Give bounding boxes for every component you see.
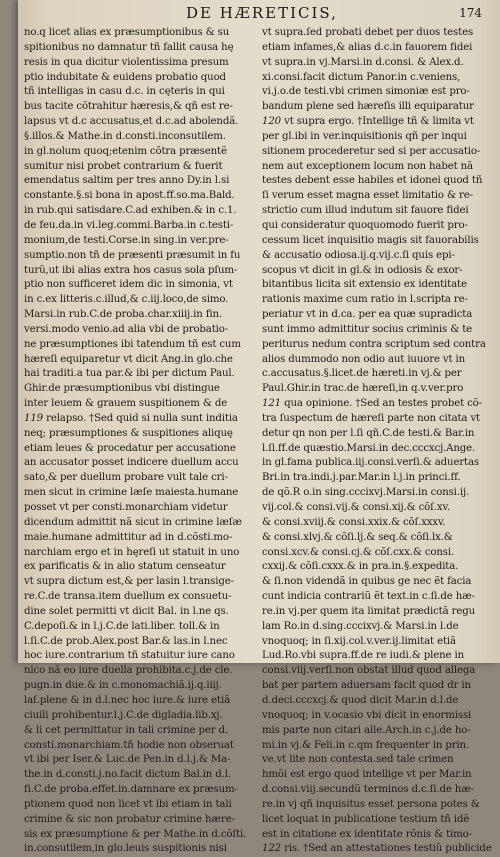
line-text: sumptio.non tñ de præsenti præsumit in fu xyxy=(24,249,241,261)
text-line xyxy=(262,501,490,516)
text-line xyxy=(24,471,260,486)
text-line xyxy=(262,204,490,219)
text-line xyxy=(24,130,260,145)
text-line xyxy=(24,85,260,100)
line-text: constante.§.si bona in apost.ff.so.ma.Bald. xyxy=(24,190,235,202)
text-line xyxy=(262,278,490,293)
line-text: testes debent esse habiles et idonei quod tñ xyxy=(262,175,483,187)
text-line xyxy=(262,546,490,561)
line-text: bitantibus licita sit extensio ex identitate xyxy=(262,279,467,291)
text-line xyxy=(24,174,260,189)
line-text: posset vt per consti.monarchiam videtur xyxy=(24,502,228,513)
text-line xyxy=(24,783,260,798)
text-line xyxy=(24,427,260,442)
text-line xyxy=(262,160,490,175)
line-text: Lud.Ro.vbi supra.ff.de re iudi.& plene in xyxy=(262,650,465,662)
line-text: spitionibus no damnatur tñ fallit causa hę xyxy=(24,41,234,53)
line-text: sunt immo admittitur socius criminis & te xyxy=(262,323,473,335)
text-line xyxy=(24,664,260,679)
line-text: vnoquoq; in ſi.xij.col.v.ver.ij.limitat etiã xyxy=(262,635,456,647)
text-line xyxy=(24,204,260,219)
text-line xyxy=(24,590,260,605)
text-line xyxy=(24,293,260,308)
text-line xyxy=(262,26,490,41)
line-text: detur qn non per l.ſi qñ.C.de testi.& Bar.in xyxy=(262,427,475,439)
line-text: de qõ.R o.in sing.cccixvj.Marsi.in consi.ij. xyxy=(262,487,470,499)
line-text: d.deci.cccxcj.& quod dicit Mar.in d.l.de xyxy=(262,694,459,706)
text-line xyxy=(24,71,260,86)
line-text: l.ſi.C.de prob.Alex.post Bar.& las.in l.nec xyxy=(24,635,228,647)
line-text: nico nã eo iure duella prohibita.c.j.de cle. xyxy=(24,665,233,677)
text-line xyxy=(262,560,490,575)
text-line xyxy=(24,26,260,41)
text-line xyxy=(24,189,260,204)
line-text: ris. †Sed an attestationes testiũ publicide xyxy=(284,843,492,855)
line-text: licet loquat in publicatione testium tñ idẽ xyxy=(262,813,470,825)
text-line xyxy=(262,130,490,145)
text-line xyxy=(262,71,490,86)
line-text: pugn.in due.& in c.monomachiã.ij.q.iiij. xyxy=(24,680,222,692)
line-text: vij.col.& consi.vij.& consi.xij.& cõſ.xv. xyxy=(262,502,450,513)
line-text: etiam leues & procedatur per accusatione xyxy=(24,442,236,454)
line-text: men sicut in crimine læſe maiesta.humane xyxy=(24,487,239,499)
line-text: sumitur nisi probet contrarium & fuerit xyxy=(24,160,223,172)
line-text: ptio indubitate & euidens probatio quod xyxy=(24,71,226,83)
text-line xyxy=(262,353,490,368)
line-text: vnoquoq; in v.ocasio vbi dicit in enormissi xyxy=(262,709,472,721)
line-text: vi.j.o.de testi.vbi crimen simoniæ est pro- xyxy=(262,86,470,98)
text-line xyxy=(24,278,260,293)
text-line xyxy=(24,442,260,457)
line-text: laſ.plene & in d.l.nec hoc iure.& iure etiã xyxy=(24,694,230,706)
line-text: alios dummodo non odio aut iuuore vt in xyxy=(262,353,466,365)
text-line xyxy=(24,516,260,531)
text-line xyxy=(262,145,490,160)
text-line xyxy=(262,694,490,709)
book-page xyxy=(18,0,500,855)
text-line xyxy=(24,768,260,783)
line-text: fi.C.de proba.effet.in.damnare ex præsum- xyxy=(24,784,238,796)
text-line xyxy=(24,635,260,650)
line-text: §.illos.& Mathe.in d.consti.inconsutilem. xyxy=(24,130,226,142)
text-line xyxy=(262,412,490,427)
text-line xyxy=(262,709,490,724)
text-line xyxy=(262,338,490,353)
text-line xyxy=(262,739,490,754)
line-text: per gl.ibi in ver.inquisitionis qñ per inqui xyxy=(262,130,467,142)
text-line xyxy=(24,56,260,71)
text-line xyxy=(24,649,260,664)
line-text: in gl.fama publica.iij.consi.verſi.& aduertas xyxy=(262,457,479,469)
line-text: periturus nedum contra scriptum sed contra xyxy=(262,338,486,350)
line-text: emendatus saltim per tres anno Dy.in l.si xyxy=(24,175,230,187)
text-line xyxy=(24,456,260,471)
line-text: hæreſi equiparetur vt dicit Ang.in glo.che xyxy=(24,353,233,365)
line-text: etiam infames,& alias d.c.in fauorem fidei xyxy=(262,41,473,53)
line-text: crimine & sic non probatur crimine hære- xyxy=(24,813,235,825)
line-text: d.consi.viij.secundũ terminos d.c.ſi.de hæ- xyxy=(262,784,474,796)
text-line xyxy=(262,382,490,397)
text-line xyxy=(24,338,260,353)
text-line xyxy=(262,783,490,798)
line-text: re.C.de transa.item duellum ex consuetu- xyxy=(24,591,232,603)
text-line xyxy=(24,560,260,575)
text-line xyxy=(262,293,490,308)
line-text: l.ſi.ff.de quæstio.Marsi.in dec.cccxcj.Ange. xyxy=(262,442,476,454)
text-line xyxy=(262,813,490,828)
line-text: vt supra.ſed probati debet per duos testes xyxy=(262,27,474,38)
line-text: ptionem quod non licet vt ibi etiam in tali xyxy=(24,798,232,810)
text-line xyxy=(262,323,490,338)
text-line xyxy=(24,219,260,234)
line-text: C.depoſi.& in l.j.C.de lati.liber. toll.& in xyxy=(24,620,220,632)
line-text: Marsi.in rub.C.de proba.char.xiiij.in fin. xyxy=(24,309,222,321)
text-line xyxy=(24,620,260,635)
text-line xyxy=(262,56,490,71)
text-line xyxy=(24,694,260,709)
page-header xyxy=(18,4,500,24)
marginal-number: 121 xyxy=(262,398,281,410)
line-text: nem aut exceptionem locum non habet nã xyxy=(262,160,473,172)
text-line xyxy=(262,768,490,783)
text-line xyxy=(262,367,490,382)
text-line xyxy=(262,590,490,605)
text-line xyxy=(24,813,260,828)
text-line xyxy=(262,249,490,264)
line-text: c.accusatus.§.licet.de hæreti.in vj.& per xyxy=(262,368,462,380)
line-text: vt supra.in vj.Marsi.in d.consi. & Alex.d. xyxy=(262,56,464,68)
line-text: re.in vj qñ inquisitus esset persona potes & xyxy=(262,798,480,810)
line-text: ve.vt lite non contesta.sed tale crimen xyxy=(262,754,454,766)
line-text: resis in qua dicitur violentissima presum xyxy=(24,56,229,68)
line-text: ciuili prohibentur.l.j.C.de digladia.lib.xj. xyxy=(24,709,223,721)
left-text-column xyxy=(24,26,260,857)
text-line xyxy=(262,724,490,739)
text-line xyxy=(24,264,260,279)
line-text: mi.in vj.& Feli.in c.qm frequenter in prin. xyxy=(262,739,470,751)
line-text: consi.viij.verſi.non obstat illud quod allega xyxy=(262,665,476,677)
line-text: in c.ex litteris.c.illud,& c.iij.loco,de simo. xyxy=(24,294,229,306)
line-text: hmõi est ergo quod intellige vt per Mar.in xyxy=(262,769,472,781)
line-text: bus tacite cõtrahitur hæresis,& qñ est re- xyxy=(24,101,233,113)
text-line xyxy=(262,100,490,115)
text-line xyxy=(262,471,490,486)
line-text: & consi.xviij.& consi.xxix.& cõſ.xxxv. xyxy=(262,516,446,528)
line-text: & li cet permittatur in tali crimine per d. xyxy=(24,724,229,736)
line-text: neq; præsumptiones & suspitiones aliquę xyxy=(24,427,233,439)
text-line xyxy=(262,605,490,620)
line-text: lapsus vt d.c accusatus,et d.c.ad abolendã. xyxy=(24,116,239,128)
text-line xyxy=(24,323,260,338)
text-line xyxy=(262,456,490,471)
line-text: tñ intelligas in casu d.c. in cęteris in qui xyxy=(24,86,225,98)
line-text: dine solet permitti vt dicit Bal. in l.ne qs. xyxy=(24,605,229,617)
text-line xyxy=(262,427,490,442)
text-line xyxy=(24,501,260,516)
line-text: an accusator posset indicere duellum accu xyxy=(24,457,239,469)
text-line xyxy=(262,219,490,234)
text-line xyxy=(24,605,260,620)
text-line xyxy=(262,486,490,501)
text-line xyxy=(262,442,490,457)
text-line xyxy=(24,828,260,843)
line-text: re.in vj.per quem ita limitat prædictã regu xyxy=(262,605,476,617)
line-text: strictio cum illud indutum sit fauore fidei xyxy=(262,205,469,217)
text-line xyxy=(24,546,260,561)
text-line xyxy=(24,679,260,694)
text-line xyxy=(262,620,490,635)
line-text: hai traditi.a tua par.& ibi per dictum Paul. xyxy=(24,368,235,380)
line-text: ne præsumptiones ibi tatendum tñ est cum xyxy=(24,338,241,350)
line-text: Paul.Ghir.in trac.de hæreſi,in q.v.ver.pro xyxy=(262,383,464,395)
line-text: sis ex præsumptione & per Mathe.in d.cõſti. xyxy=(24,828,247,840)
text-line xyxy=(24,308,260,323)
line-text: consti.monarchiam.tñ hodie non obseruat xyxy=(24,739,234,751)
line-text: lam Ro.in d.sing.cccixvj.& Marsi.in l.de xyxy=(262,620,459,632)
line-text: & accusatio odiosa.ij.q.vij.c.ſi quis epi- xyxy=(262,249,455,261)
text-line xyxy=(262,664,490,679)
text-line xyxy=(262,397,490,412)
marginal-number: 120 xyxy=(262,116,281,128)
line-text: bandum plene sed hæreſis illi equiparatur xyxy=(262,101,474,113)
marginal-number: 122 xyxy=(262,843,281,855)
text-line xyxy=(24,249,260,264)
text-line xyxy=(24,739,260,754)
text-line xyxy=(262,174,490,189)
line-text: cunt indicia contrariũ ẽt text.in c.ſi.de hæ- xyxy=(262,591,475,603)
line-text: scopus vt dicit in gl.& in odiosis & exor- xyxy=(262,264,463,276)
text-line xyxy=(24,367,260,382)
line-text: tra ſuspectum de hæreſi parte non citata vt xyxy=(262,412,480,424)
text-line xyxy=(24,382,260,397)
line-text: the.in d.consti.j.no.facit dictum Bal.in d.l. xyxy=(24,769,231,781)
text-line xyxy=(262,516,490,531)
text-line xyxy=(262,649,490,664)
line-text: cxxij.& cõſi.cxxx.& in pra.in.§.expedita. xyxy=(262,561,459,573)
text-line xyxy=(24,575,260,590)
line-text: Ghir.de præsumptionibus vbi distingue xyxy=(24,383,220,395)
line-text: in rub.qui satisdare.C.ad exhiben.& in c.1. xyxy=(24,205,237,217)
line-text: vt supra ergo. †Intellige tñ & limita vt xyxy=(284,116,474,128)
text-line xyxy=(262,41,490,56)
line-text: bat per partem aduersam facit quod dr in xyxy=(262,680,471,692)
line-text: in.consutilem,in glo.leuis suspitionis nisi xyxy=(24,843,227,855)
text-line xyxy=(262,798,490,813)
text-line xyxy=(24,353,260,368)
line-text: monium,de testi.Corse.in sing.in ver.pre- xyxy=(24,234,229,246)
text-line xyxy=(24,100,260,115)
line-text: inter leuem & grauem suspitionem & de xyxy=(24,398,228,410)
text-line xyxy=(24,486,260,501)
line-text: maie.humane admittitur ad in d.cõsti.mo- xyxy=(24,531,233,543)
text-line xyxy=(24,41,260,56)
line-text: ptio non sufficeret idem dic in simonia, vt xyxy=(24,279,233,291)
line-text: consi.xcv.& consi.cj.& cõſ.cxx.& consi. xyxy=(262,546,455,558)
text-line xyxy=(24,724,260,739)
text-line xyxy=(24,753,260,768)
text-line xyxy=(24,145,260,160)
text-line xyxy=(24,234,260,249)
text-line xyxy=(262,115,490,130)
line-text: turũ,ut ibi alias extra hos casus sola pſum- xyxy=(24,264,238,276)
line-text: sitionem procederetur sed si per accusatio- xyxy=(262,145,481,157)
line-text: ex parificatis & in alio statum censeatur xyxy=(24,561,226,573)
line-text: no.q licet alias ex præsumptionibus & su xyxy=(24,27,230,38)
text-line xyxy=(262,753,490,768)
line-text: Bri.in tra.indi.j.par.Mar.in l.j.in princi.ff. xyxy=(262,472,461,484)
line-text: vt supra dictum est,& per lasin l.transige- xyxy=(24,576,234,588)
text-line xyxy=(262,234,490,249)
text-line xyxy=(262,575,490,590)
line-text: relapso. †Sed quid si nulla sunt inditia xyxy=(46,412,238,424)
line-text: dicendum admittit nã sicut in crimine læſæ xyxy=(24,516,242,528)
running-title: DE HÆRETICIS, xyxy=(186,4,338,22)
text-line xyxy=(262,828,490,843)
line-text: versi.modo venio.ad alia vbi de probatio- xyxy=(24,323,229,335)
text-line xyxy=(24,842,260,857)
line-text: sato,& per duellum probare vult tale cri- xyxy=(24,472,228,484)
line-text: rationis maxime cum ratio in l.scripta re- xyxy=(262,294,468,306)
line-text: xi.consi.facit dictum Panor.in c.veniens, xyxy=(262,71,461,83)
line-text: est in citatione ex identitate rõnis & timo- xyxy=(262,828,472,840)
text-line xyxy=(24,709,260,724)
text-line xyxy=(262,679,490,694)
text-line xyxy=(24,397,260,412)
line-text: ſi verum esset magna esset limitatio & re- xyxy=(262,190,473,202)
text-line xyxy=(24,115,260,130)
text-line xyxy=(24,798,260,813)
line-text: cessum licet inquisitio magis sit fauorabilis xyxy=(262,234,479,246)
right-text-column xyxy=(262,26,490,857)
line-text: qua opinione. †Sed an testes probet cõ- xyxy=(284,398,482,410)
text-line xyxy=(262,189,490,204)
text-line xyxy=(262,531,490,546)
folio-number: 174 xyxy=(459,6,482,20)
line-text: de feu.da.in vi.leg.commi.Barba.in c.testi- xyxy=(24,219,234,231)
line-text: in gl.nolum quoq;etenim cõtra præsentẽ xyxy=(24,145,227,157)
text-line xyxy=(262,264,490,279)
text-line xyxy=(262,635,490,650)
line-text: & consi.xlvj.& cõſi.lj.& seq.& cõſi.lx.& xyxy=(262,531,453,543)
text-line xyxy=(262,842,490,857)
text-line xyxy=(24,531,260,546)
line-text: qui consideratur quoquomodo fuerit pro- xyxy=(262,219,468,231)
line-text: periatur vt in d.ca. per ea quæ supradicta xyxy=(262,309,473,321)
text-line xyxy=(24,160,260,175)
text-line xyxy=(24,412,260,427)
line-text: narchiam ergo et in hęreſi ut statuit in uno xyxy=(24,546,240,558)
marginal-number: 119 xyxy=(24,412,43,424)
line-text: hoc iure.contrarium tñ statuitur iure cano xyxy=(24,650,235,662)
text-line xyxy=(262,85,490,100)
line-text: & ſi.non videndã in quibus ge nec ẽt facia xyxy=(262,576,472,588)
line-text: mis parte non citari alle.Arch.in c.j.de ho- xyxy=(262,724,471,736)
line-text: vt ibi per Iser.& Luc.de Pen.in d.l.j.& Ma- xyxy=(24,754,231,766)
text-line xyxy=(262,308,490,323)
